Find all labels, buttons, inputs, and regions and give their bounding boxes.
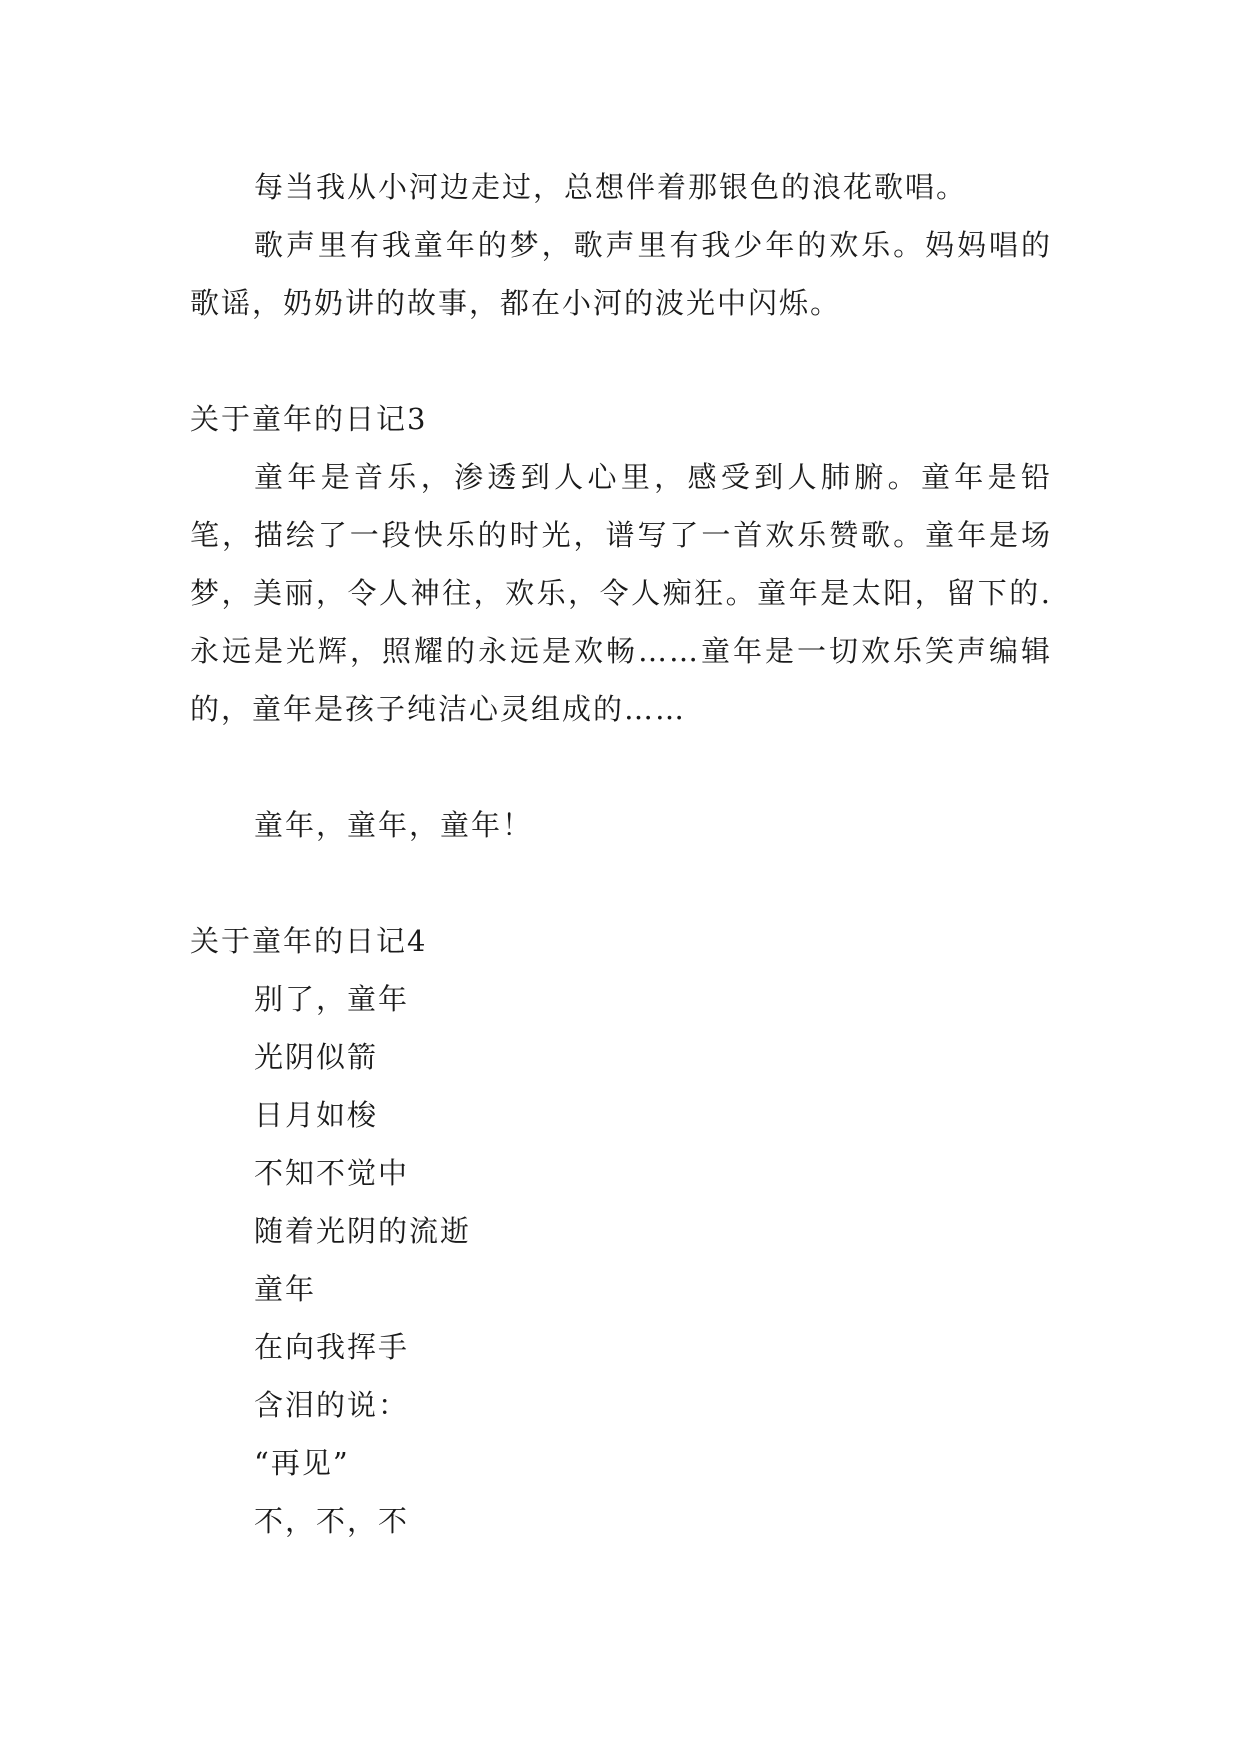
poem-farewell-childhood (190, 970, 1052, 1550)
paragraph-childhood-songs: 歌声里有我童年的梦，歌声里有我少年的欢乐。妈妈唱的歌谣，奶奶讲的故事，都在小河的波光中闪烁。 (190, 228, 1052, 320)
poem-line: 日月如梭 (254, 1098, 379, 1132)
spacer (190, 738, 1052, 796)
paragraph-childhood-exclaim: 童年，童年，童年！ (254, 808, 534, 842)
document-body (190, 158, 1052, 1550)
poem-line: 光阴似箭 (254, 1040, 379, 1074)
poem-line: 别了，童年 (254, 982, 410, 1016)
poem-line: 不，不，不 (254, 1504, 410, 1538)
poem-line: 在向我挥手 (254, 1330, 410, 1364)
section-heading-3: 关于童年的日记3 (190, 402, 428, 436)
paragraph-childhood-metaphors: 童年是音乐，渗透到人心里，感受到人肺腑。童年是铅笔，描绘了一段快乐的时光，谱写了一首欢乐赞歌。童年是场梦，美丽，令人神往，欢乐，令人痴狂。童年是太阳，留下的.永远是光辉，照耀的永远是欢畅……童年是一切欢乐笑声编辑的，童年是孩子纯洁心灵组成的…… (190, 460, 1052, 726)
poem-line: 不知不觉中 (254, 1156, 410, 1190)
poem-line: 随着光阴的流逝 (254, 1214, 472, 1248)
poem-line: “再见” (254, 1446, 350, 1480)
poem-line: 含泪的说： (254, 1388, 410, 1422)
poem-line: 童年 (254, 1272, 317, 1306)
spacer (190, 332, 1052, 390)
paragraph-river-walk: 每当我从小河边走过，总想伴着那银色的浪花歌唱。 (254, 170, 968, 204)
spacer (190, 854, 1052, 912)
section-heading-4: 关于童年的日记4 (190, 924, 428, 958)
